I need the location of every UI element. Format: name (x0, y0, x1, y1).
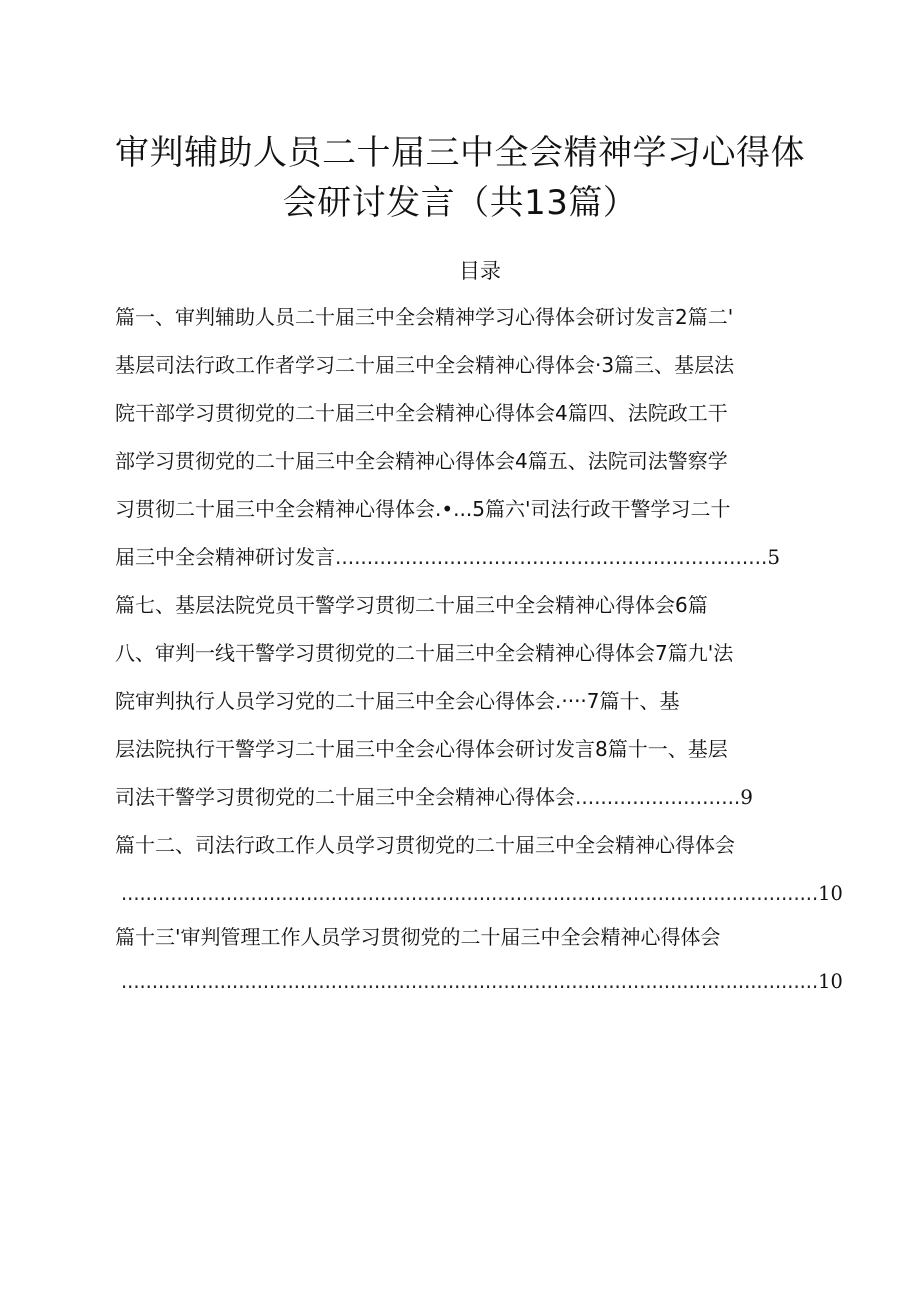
toc-line-2 (115, 350, 734, 380)
dot-leader: .................................................................... (335, 545, 768, 569)
title-line-1: 审判辅助人员二十届三中全会精神学习心得体 (115, 133, 805, 173)
document-title (90, 128, 830, 228)
toc-line-14 (115, 922, 721, 952)
toc-line-6 (115, 542, 780, 572)
toc-line-7 (115, 590, 708, 620)
toc-line-1 (115, 302, 733, 332)
toc-line-text: 院审判执行人员学习党的二十届三中全会心得体会.····7篇十、基 (115, 689, 680, 713)
toc-line-text: 院干部学习贯彻党的二十届三中全会精神心得体会4篇四、法院政工干 (115, 401, 728, 425)
toc-line-15 (121, 966, 843, 996)
toc-line-9 (115, 686, 680, 716)
toc-page-number: 10 (818, 881, 843, 905)
toc-line-text: 篇一、审判辅助人员二十届三中全会精神学习心得体会研讨发言2篇二' (115, 305, 734, 329)
dot-leader: ................................................................................................................. (121, 881, 819, 905)
toc-line-4 (115, 446, 728, 476)
toc-line-8 (115, 638, 733, 668)
toc-line-text: 届三中全会精神研讨发言 (115, 545, 335, 569)
toc-line-11 (115, 782, 753, 812)
title-line-2: 会研讨发言（共13篇） (282, 183, 638, 223)
toc-line-text: 层法院执行干警学习二十届三中全会心得体会研讨发言8篇十一、基层 (115, 737, 728, 761)
toc-page-number: 9 (740, 785, 754, 809)
toc-line-12 (115, 830, 735, 860)
toc-line-text: 部学习贯彻党的二十届三中全会精神心得体会4篇五、法院司法警察学 (115, 449, 728, 473)
toc-line-text: 八、审判一线干警学习贯彻党的二十届三中全会精神心得体会7篇九'法 (115, 641, 734, 665)
toc-line-10 (115, 734, 728, 764)
toc-line-text: 习贯彻二十届三中全会精神心得体会.•...5篇六'司法行政干警学习二十 (115, 497, 731, 521)
toc-page-number: 10 (818, 969, 843, 993)
toc-line-text: 篇十三'审判管理工作人员学习贯彻党的二十届三中全会精神心得体会 (115, 925, 721, 949)
toc-page-number: 5 (767, 545, 781, 569)
dot-leader: ................................................................................................................. (121, 969, 819, 993)
toc-line-3 (115, 398, 728, 428)
toc-line-13 (121, 878, 843, 908)
dot-leader: .......................... (575, 785, 741, 809)
toc-line-text: 司法干警学习贯彻党的二十届三中全会精神心得体会 (115, 785, 575, 809)
toc-line-5 (115, 494, 730, 524)
toc-heading: 目录 (459, 259, 501, 283)
toc-line-text: 基层司法行政工作者学习二十届三中全会精神心得体会·3篇三、基层法 (115, 353, 735, 377)
toc-line-text: 篇十二、司法行政工作人员学习贯彻党的二十届三中全会精神心得体会 (115, 833, 735, 857)
toc-line-text: 篇七、基层法院党员干警学习贯彻二十届三中全会精神心得体会6篇 (115, 593, 708, 617)
